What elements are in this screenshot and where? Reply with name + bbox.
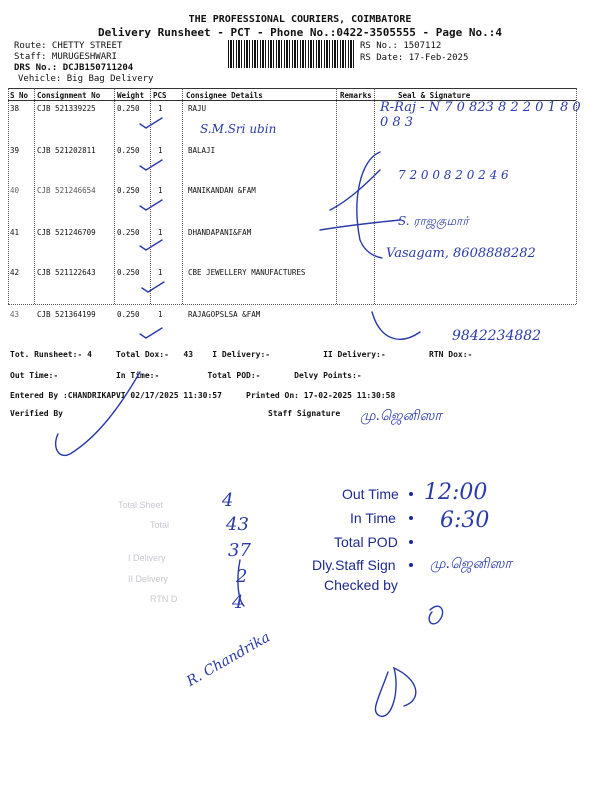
bottom-handwritten-name: R. Chandrika — [184, 629, 273, 690]
doc-subtitle: Delivery Runsheet - PCT - Phone No.:0422-3505555 - Page No.:4 — [98, 26, 502, 39]
row-weight: 0.250 — [117, 310, 140, 319]
arrow-mark — [372, 312, 420, 339]
tally-number: 37 — [228, 540, 251, 561]
staff: Staff: MURUGESHWARI — [14, 52, 117, 62]
checked-by-mark — [429, 606, 442, 624]
rs-date: RS Date: 17-Feb-2025 — [360, 53, 469, 63]
stamp-in-time-label: In Time — [350, 510, 396, 526]
faint-stamp-label: Total — [150, 520, 170, 530]
row-weight: 0.250 — [117, 104, 140, 113]
doc-title: THE PROFESSIONAL COURIERS, COIMBATORE — [188, 14, 412, 25]
col-header-remarks: Remarks — [340, 91, 372, 100]
faint-stamp-label: RTN D — [150, 594, 178, 604]
col-header-consignment: Consignment No — [37, 91, 101, 100]
col-header-consignee: Consignee Details — [186, 91, 263, 100]
row-consignee: MANIKANDAN &FAM — [188, 186, 256, 195]
arrow-mark — [320, 220, 400, 230]
vehicle: Vehicle: Big Bag Delivery — [18, 74, 154, 84]
row-weight: 0.250 — [117, 186, 140, 195]
row-weight: 0.250 — [117, 146, 140, 155]
bottom-signature — [375, 668, 415, 716]
times-line: Out Time:- In Time:- Total POD:- Delvy Points:- — [10, 371, 362, 380]
row-sno: 41 — [10, 228, 20, 237]
row-pcs: 1 — [158, 186, 163, 195]
col-header-seal-signature: Seal & Signature — [398, 91, 471, 100]
route: Route: CHETTY STREET — [14, 41, 123, 51]
staff-handwritten-signature: மு.ஜெனிஸா — [360, 408, 442, 424]
row-weight: 0.250 — [117, 228, 140, 237]
row-consignment: CJB 521364199 — [37, 310, 96, 319]
row-consignee: RAJAGOPSLSA &FAM — [188, 310, 261, 319]
tick-mark — [140, 160, 162, 170]
row1-handwritten-signature: S.M.Sri ubin — [200, 122, 277, 136]
row1-handwritten-phone: R-Raj - N 7 0 823 8 2 2 0 1 8 0 0 8 3 — [380, 100, 581, 130]
verified-check — [56, 372, 140, 455]
stamp-out-time-label: Out Time — [342, 486, 399, 502]
stamp-dots — [406, 486, 420, 586]
row-pcs: 1 — [158, 146, 163, 155]
tally-number: 2 — [236, 566, 248, 587]
row-consignee: RAJU — [188, 104, 207, 113]
col-header-weight: Weight — [117, 91, 145, 100]
tally-number: 4 — [232, 592, 244, 613]
row-consignee: DHANDAPANI&FAM — [188, 228, 252, 237]
totals-line: Tot. Runsheet:- 4 Total Dox:- 43 I Delivery:- II Delivery:- RTN Dox:- — [10, 350, 473, 359]
staff-signature-label: Staff Signature — [268, 409, 341, 418]
stamp-total-pod-label: Total POD — [334, 534, 398, 550]
faint-stamp-label: Total Sheet — [118, 500, 164, 510]
row-sno: 40 — [10, 186, 20, 195]
rs-number: RS No.: 1507112 — [360, 41, 442, 51]
handwritten-in-time: 6:30 — [440, 508, 490, 533]
bracket-mark — [357, 152, 382, 258]
row-consignment: CJB 521246654 — [37, 186, 96, 195]
row2-handwritten-phone: 7 2 0 0 8 2 0 2 4 6 — [398, 168, 509, 182]
row-consignee: BALAJI — [188, 146, 216, 155]
stamp-dly-staff-sign-label: Dly.Staff Sign — [312, 557, 396, 573]
row-sno: 38 — [10, 104, 20, 113]
row-pcs: 1 — [158, 104, 163, 113]
row4-handwritten-signature: S. ராஜகுமார் — [398, 214, 469, 228]
row6-handwritten-phone: 9842234882 — [452, 328, 542, 344]
row-consignee: CBE JEWELLERY MANUFACTURES — [188, 268, 306, 277]
col-header-pcs: PCS — [153, 91, 167, 100]
row-consignment: CJB 521246709 — [37, 228, 96, 237]
row-sno: 43 — [10, 310, 20, 319]
tick-mark — [140, 328, 162, 338]
verified-by-label: Verified By — [10, 409, 63, 418]
tally-number: 43 — [226, 514, 249, 535]
handwritten-dly-sign: மு.ஜெனிஸா — [430, 556, 512, 572]
stamp-checked-by-label: Checked by — [324, 577, 398, 593]
row-weight: 0.250 — [117, 268, 140, 277]
row-consignment: CJB 521202811 — [37, 146, 96, 155]
tick-mark — [140, 118, 162, 128]
faint-stamp-label: II Delivery — [128, 574, 169, 584]
col-header-sno: S No — [10, 91, 29, 100]
row-pcs: 1 — [158, 268, 163, 277]
arrow-mark — [330, 170, 380, 210]
row-sno: 39 — [10, 146, 20, 155]
row5-handwritten-phone: Vasagam, 8608888282 — [386, 246, 536, 261]
tally-number: 4 — [222, 490, 234, 511]
row-sno: 42 — [10, 268, 20, 277]
tick-mark — [142, 282, 164, 292]
drs-number: DRS No.: DCJB150711204 — [14, 63, 134, 73]
row-consignment: CJB 521122643 — [37, 268, 96, 277]
tick-mark — [140, 200, 162, 210]
entered-by-line: Entered By :CHANDRIKAPVI 02/17/2025 11:30:57 Printed On: 17-02-2025 11:30:58 — [10, 391, 396, 400]
handwritten-out-time: 12:00 — [424, 480, 488, 505]
row-consignment: CJB 521339225 — [37, 104, 96, 113]
faint-stamp-label: I Delivery — [128, 553, 166, 563]
row-pcs: 1 — [158, 310, 163, 319]
tick-mark — [140, 240, 162, 250]
row-pcs: 1 — [158, 228, 163, 237]
